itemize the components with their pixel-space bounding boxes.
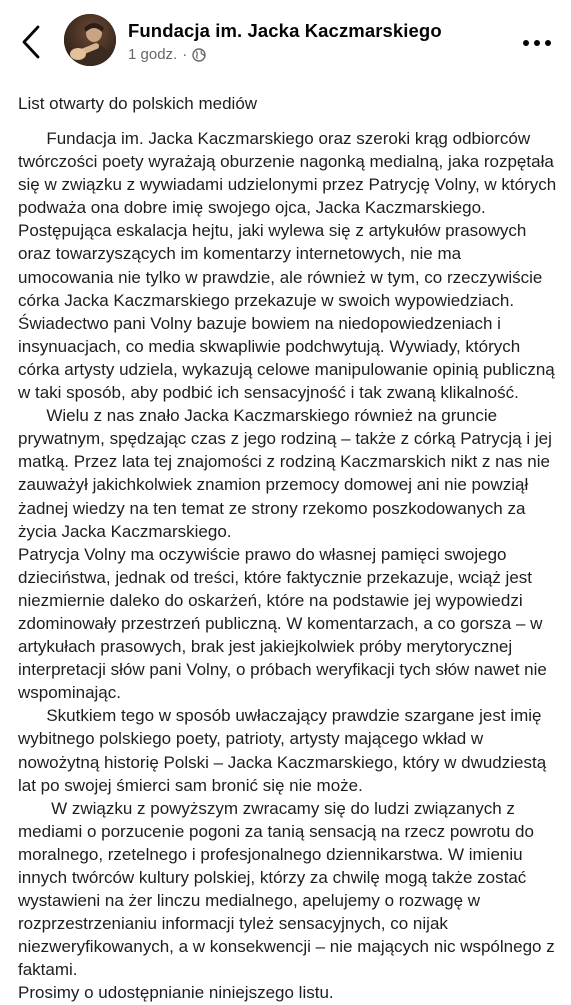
post-body bbox=[18, 127, 561, 1005]
post-paragraph: Świadectwo pani Volny bazuje bowiem na niedopowiedzeniach i insynuacjach, co media skwapliwie podchwytują. Wywiady, których córka artysty udziela, wykazują celowe manipulowanie opinią publiczną w taki sposób, aby podbić ich sensacyjność i tak zwaną klikalność. bbox=[18, 313, 560, 403]
post-paragraph: Skutkiem tego w sposób uwłaczający prawdzie szargane jest imię wybitnego polskiego poety, patrioty, artysty mającego wkład w nowożytną historię Polski – Jacka Kaczmarskiego, który w dwudziestą lat po swojej śmierci sam bronić się nie może. bbox=[18, 706, 551, 795]
post-paragraph: Wielu z nas znało Jacka Kaczmarskiego również na gruncie prywatnym, spędzając czas z jego rodziną – także z córką Patrycją i jej matką. Przez lata tej znajomości z rodziną Kaczmarskich nikt z nas nie zauważył jakichkolwiek znamion przemocy domowej ani nie powziął żadnej wiedzy na ten temat ze strony rzekomo poszkodowanych za życia Jacka Kaczmarskiego. bbox=[18, 406, 557, 541]
post-paragraph: Patrycja Volny ma oczywiście prawo do własnej pamięci swojego dzieciństwa, jednak od treści, które faktycznie przekazuje, wciąż jest niezmiernie daleko do oskarżeń, które na podstawie jej wypowiedzi zdominowały przestrzeń publiczną. W komentarzach, a co gorsza – w artykułach prasowych, brak jest jakiejkolwiek próby merytorycznej interpretacji słów pani Volny, o próbach weryfikacji tych słów nawet nie wspominając. bbox=[18, 544, 552, 703]
post-paragraph: Fundacja im. Jacka Kaczmarskiego oraz szeroki krąg odbiorców twórczości poety wyrażają oburzenie nagonką medialną, jaka rozpętała się w związku z wywiadami udzielonymi przez Patrycję Volny, w których podważa ona dobre imię swojego ojca, Jacka Kaczmarskiego. Postępująca eskalacja hejtu, jaki wylewa się z artykułów prasowych oraz towarzyszących im komentarzy internetowych, nie ma umocowania nie tylko w prawdzie, ale również w tym, co rzeczywiście córka Jacka Kaczmarskiego przekazuje w swoich wypowiedziach. bbox=[18, 129, 561, 310]
post-title: List otwarty do polskich mediów bbox=[18, 94, 258, 113]
avatar-photo bbox=[64, 14, 116, 66]
post-paragraph: W związku z powyższym zwracamy się do ludzi związanych z mediami o porzucenie pogoni za tanią sensacją na rzecz powrotu do moralnego, rzetelnego i profesjonalnego dziennikarstwa. W imieniu innych twórców kultury polskiej, którzy za chwilę mogą także zostać wystawieni na żer linczu medialnego, apelujemy o rozwagę w rozprzestrzenianiu informacji tyleż sensacyjnych, co nijak niezweryfikowanych, a w konsekwencji – nie mających nic wspólnego z faktami. bbox=[18, 798, 560, 980]
post-header bbox=[0, 0, 571, 86]
meta-separator: · bbox=[182, 46, 188, 63]
page-name[interactable]: Fundacja im. Jacka Kaczmarskiego bbox=[128, 20, 442, 41]
back-button[interactable] bbox=[14, 22, 48, 62]
page-avatar[interactable] bbox=[64, 14, 116, 66]
globe-icon bbox=[192, 48, 206, 62]
chevron-left-icon bbox=[21, 25, 41, 59]
post-paragraph: Prosimy o udostępnianie niniejszego listu. bbox=[18, 983, 334, 1003]
more-horizontal-icon bbox=[522, 39, 552, 47]
post-meta bbox=[128, 46, 206, 63]
post-timestamp[interactable]: 1 godz. bbox=[128, 46, 178, 63]
more-options-button[interactable] bbox=[517, 28, 557, 58]
post-content bbox=[0, 92, 571, 1005]
